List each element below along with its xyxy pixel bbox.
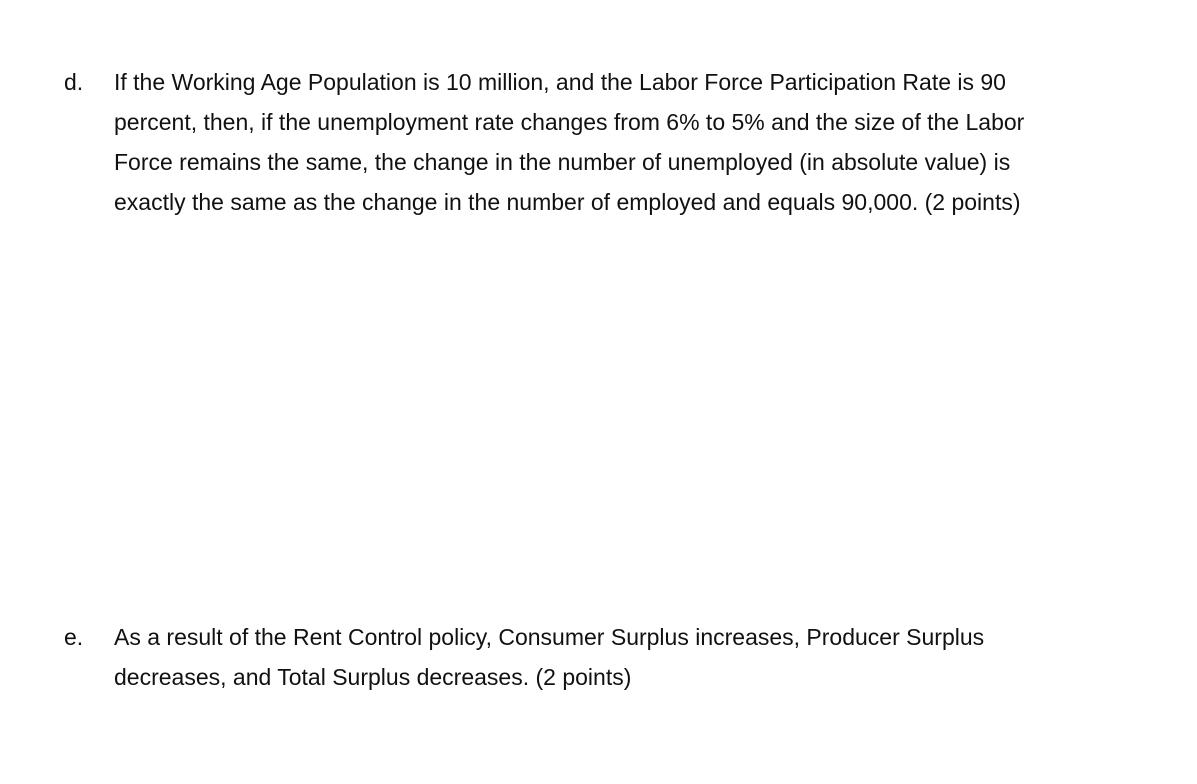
question-d-line-1: If the Working Age Population is 10 million, and the Labor Force Participation Rate is 90 [114,69,1006,95]
question-d-marker: d. [64,69,84,95]
question-d-line-3: Force remains the same, the change in the number of unemployed (in absolute value) is [114,149,1011,175]
question-d-line-2: percent, then, if the unemployment rate changes from 6% to 5% and the size of the Labor [114,109,1025,135]
question-e [64,617,1157,697]
question-d-text [114,62,1157,222]
question-d-line-4: exactly the same as the change in the number of employed and equals 90,000. (2 points) [114,189,1021,215]
question-d [64,62,1157,222]
question-e-line-1: As a result of the Rent Control policy, Consumer Surplus increases, Producer Surplus [114,624,985,650]
question-e-line-2: decreases, and Total Surplus decreases. (2 points) [114,664,632,690]
question-e-marker: e. [64,624,84,650]
question-e-text [114,617,1157,697]
